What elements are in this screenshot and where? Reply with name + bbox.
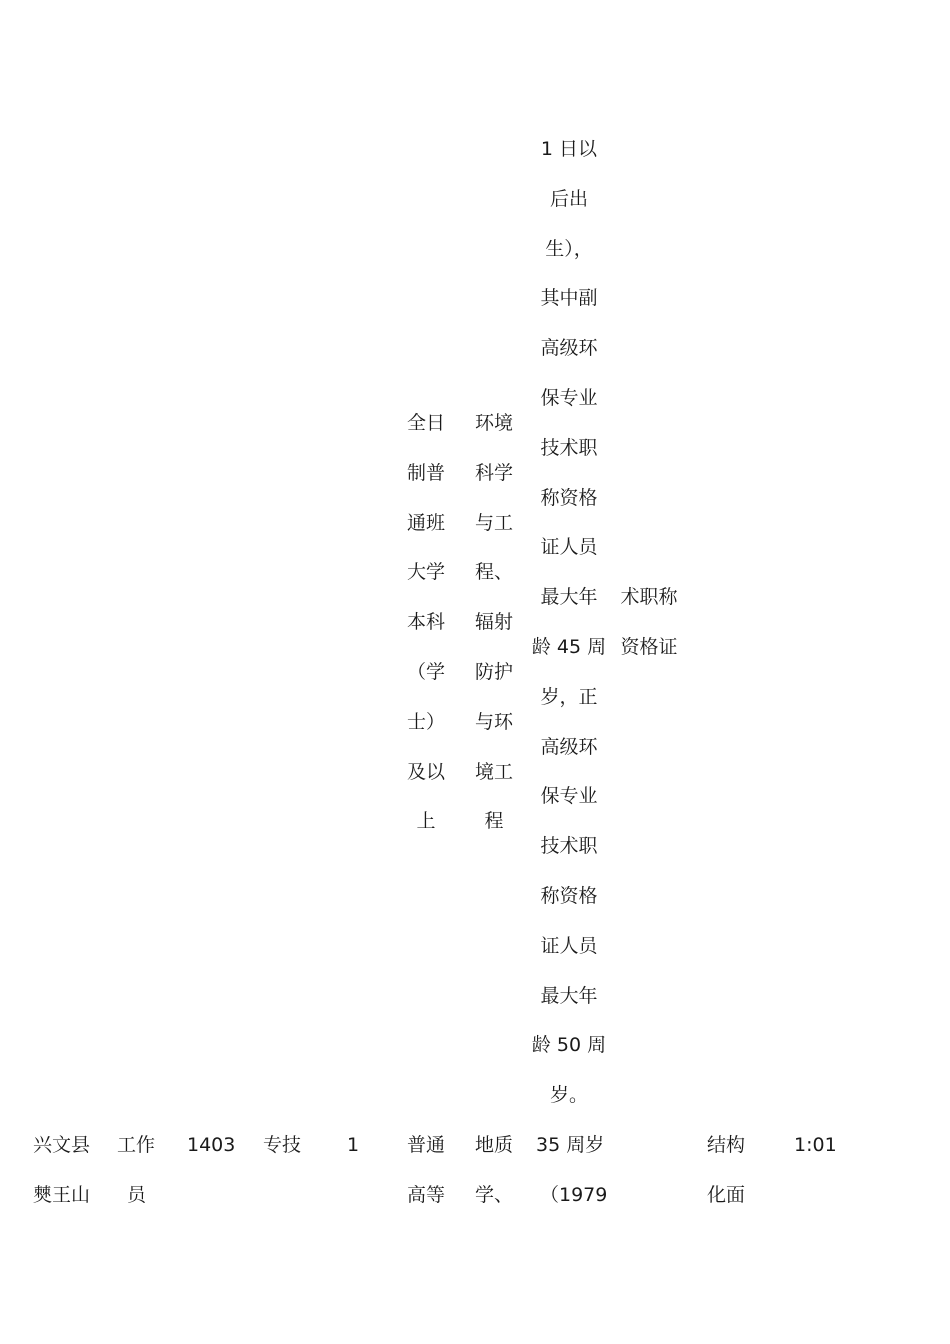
other-requirements-column xyxy=(530,125,608,1121)
county-cell-line2: 僰王山 xyxy=(33,1184,91,1206)
major-req-line: 程、 xyxy=(474,561,513,584)
other-req-line: 龄 45 周 xyxy=(531,635,607,658)
other-req-line: 龄 50 周 xyxy=(531,1034,607,1057)
position-type-cell-line2: 员 xyxy=(127,1184,147,1206)
headcount-cell: 1 xyxy=(347,1134,360,1156)
exam-type-cell-line1: 结构 xyxy=(707,1134,746,1156)
education-requirement-column xyxy=(400,399,452,847)
other-req-line: 证人员 xyxy=(540,934,598,957)
county-cell-line1: 兴文县 xyxy=(33,1134,91,1156)
other-req-line: 1 日以 xyxy=(540,138,598,160)
education-req-line: 全日 xyxy=(406,412,445,434)
education-req-line: （学 xyxy=(406,660,445,683)
education-req-line: 上 xyxy=(416,810,436,833)
other-req-line: 高级环 xyxy=(540,337,598,360)
ratio-cell: 1:01 xyxy=(794,1134,837,1156)
education-cell-line1: 普通 xyxy=(407,1134,446,1156)
age-cell-line1: 35 周岁 xyxy=(536,1134,605,1156)
other-req-line: 最大年 xyxy=(540,586,598,609)
education-req-line: 通班 xyxy=(406,511,445,534)
cert-req-line: 资格证 xyxy=(620,635,678,658)
other-req-line: 证人员 xyxy=(540,536,598,559)
other-req-line: 称资格 xyxy=(540,486,598,509)
other-req-line: 岁。 xyxy=(549,1084,588,1107)
education-req-line: 本科 xyxy=(406,611,445,634)
other-req-line: 保专业 xyxy=(540,386,598,409)
major-req-line: 境工 xyxy=(474,760,513,783)
other-req-line: 岁，正 xyxy=(540,685,598,708)
other-req-line: 技术职 xyxy=(540,835,598,858)
major-req-line: 与环 xyxy=(474,710,513,733)
major-cell-line2: 学、 xyxy=(475,1184,514,1206)
category-cell: 专技 xyxy=(263,1134,302,1156)
other-req-line: 称资格 xyxy=(540,884,598,907)
major-req-line: 与工 xyxy=(474,511,513,534)
major-req-line: 防护 xyxy=(474,660,513,683)
cert-req-line: 术职称 xyxy=(620,586,678,608)
major-req-line: 环境 xyxy=(474,412,513,434)
other-req-line: 生）， xyxy=(545,237,593,260)
certificate-requirement-column xyxy=(614,573,684,673)
other-req-line: 技术职 xyxy=(540,436,598,459)
other-req-line: 最大年 xyxy=(540,984,598,1007)
education-req-line: 及以 xyxy=(406,760,445,783)
other-req-line: 高级环 xyxy=(540,735,598,758)
exam-type-cell-line2: 化面 xyxy=(707,1184,746,1206)
major-req-line: 程 xyxy=(484,810,504,833)
major-requirement-column xyxy=(468,399,520,847)
major-req-line: 科学 xyxy=(474,461,513,484)
education-req-line: 制普 xyxy=(406,461,445,484)
other-req-line: 保专业 xyxy=(540,785,598,808)
major-req-line: 辐射 xyxy=(474,611,513,634)
position-code-cell: 1403 xyxy=(187,1134,236,1156)
position-type-cell-line1: 工作 xyxy=(117,1134,156,1156)
education-req-line: 士） xyxy=(406,710,445,733)
major-cell-line1: 地质 xyxy=(475,1134,514,1156)
other-req-line: 后出 xyxy=(549,187,588,210)
other-req-line: 其中副 xyxy=(540,287,598,310)
age-cell-line2: （1979 xyxy=(540,1184,608,1206)
education-cell-line2: 高等 xyxy=(407,1184,446,1206)
education-req-line: 大学 xyxy=(406,561,445,584)
